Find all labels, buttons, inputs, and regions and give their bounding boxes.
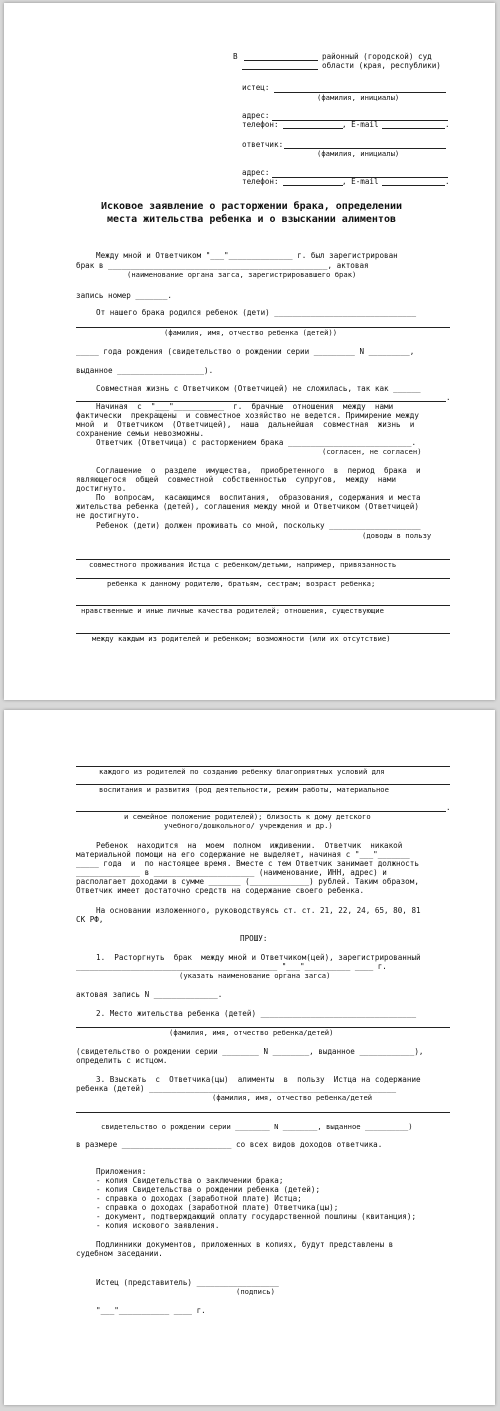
attachment-item: - копия искового заявления. [96,1221,220,1230]
paragraph-basis-2: СК РФ, [76,915,104,924]
defendant-label: ответчик: [242,140,284,149]
paragraph-dependency-6: Ответчик имеет достаточно средств на содержание своего ребенка. [76,886,365,895]
punct-dot: . [445,120,450,129]
request-item-2a: 2. Место жительства ребенка (детей) __________________________________ [96,1009,417,1018]
document-title-line-1: Исковое заявление о расторжении брака, определении [100,201,403,212]
paragraph-separation-2: фактически прекращены и совместное хозяйство не ведется. Примирение между [76,411,419,420]
paragraph-separation-4: сохранение семьи невозможны. [76,429,205,438]
request-heading: ПРОШУ: [240,934,268,943]
defendant-email-label: , E-mail [342,177,379,186]
attachment-item: - копия Свидетельства о рождении ребенка (детей); [96,1185,321,1194]
residence-hint-3: ребенка к данному родителю, братьям, сестрам; возраст ребенка; [107,579,376,588]
paragraph-cohabitation-1: Совместная жизнь с Ответчиком (Ответчицей) не сложилась, так как ______ [96,384,421,393]
document-title-line-2: места жительства ребенка и о взыскании алиментов [107,214,396,225]
plaintiff-name-hint: (фамилия, инициалы) [317,93,400,102]
paragraph-upbringing-1: По вопросам, касающимся воспитания, образования, содержания и места [96,493,421,502]
continuation-hint-2: воспитания и развития (род деятельности, режим работы, материальное [99,785,389,794]
paragraph-property-1: Соглашение о разделе имущества, приобретенного в период брака и [96,466,421,475]
request-item-1a: 1. Расторгнуть брак между мной и Ответчиком(цей), зарегистрированный [96,953,421,962]
request-item-2d: определить с истцом. [76,1056,168,1065]
residence-hint-2: совместного проживания Истца с ребенком/детьми, например, привязанность [89,560,397,569]
defendant-address-label: адрес: [242,168,270,177]
signature-line: Истец (представитель) __________________ [96,1278,279,1287]
request-item-2-hint: (фамилия, имя, отчество ребенка/детей) [169,1028,334,1037]
paragraph-upbringing-3: не достигнуто. [76,511,141,520]
paragraph-dependency-1: Ребенок находится на моем полном иждивении. Ответчик никакой [96,841,403,850]
paragraph-dependency-2: материальной помощи на его содержание не выделяет, начиная с "___"_______ [76,850,410,859]
request-item-1b: ____________________________________________ "___"__________ ____ г. [76,962,387,971]
request-item-1d: актовая запись N ______________. [76,990,223,999]
plaintiff-email-label: , E-mail [342,120,379,129]
request-item-3e: в размере ________________________ со всех видов доходов ответчика. [76,1140,383,1149]
plaintiff-address-label: адрес: [242,111,270,120]
paragraph-property-2: являющегося общей совместной собственностью супругов, между нами [76,475,397,484]
plaintiff-label: истец: [242,83,270,92]
paragraph-basis-1: На основании изложенного, руководствуясь ст. ст. 21, 22, 24, 65, 80, 81 [96,906,421,915]
registry-office-hint: (наименование органа загса, зарегистрировавшего брак) [127,270,357,279]
defendant-phone-line [283,185,343,186]
court-name-line [244,60,318,61]
paragraph-child-1: От нашего брака родился ребенок (дети) _______________________________ [96,308,417,317]
paragraph-dependency-4: ______________ в ______________________ (наименование, ИНН, адрес) и [76,868,387,877]
attachment-item: - документ, подтверждающий оплату государственной пошлины (квитанция); [96,1212,417,1221]
record-number-line: запись номер _______. [76,291,173,300]
request-item-2c: (свидетельство о рождении серии ________ N ________, выданное ____________), [76,1047,424,1056]
paragraph-marriage-2: брак в ________________________________________________, актовая [76,261,369,270]
paragraph-upbringing-2: жительства ребенка (детей), соглашения между мной и Ответчиком (Ответчицей) [76,502,419,511]
attachments-heading: Приложения: [96,1167,147,1176]
paragraph-residence-1: Ребенок (дети) должен проживать со мной, поскольку ____________________ [96,521,421,530]
paragraph-separation-3: мной и Ответчиком (Ответчицей), наша дальнейшая совместная жизнь и [76,420,415,429]
plaintiff-phone-label: телефон: [242,120,279,129]
paragraph-consent-1: Ответчик (Ответчица) с расторжением брака ___________________________. [96,438,417,447]
defendant-phone-label: телефон: [242,177,279,186]
defendant-name-hint: (фамилия, инициалы) [317,149,400,158]
request-item-3a: 3. Взыскать с Ответчика(цы) алименты в пользу Истца на содержание [96,1075,421,1084]
residence-hint-5: между каждым из родителей и ребенком; возможности (или их отсутствие) [92,634,391,643]
region-label: области (края, республики) [322,61,441,70]
cohabitation-dot: . [446,393,451,402]
consent-hint: (согласен, не согласен) [322,447,422,456]
originals-note-1: Подлинники документов, приложенных в копиях, будут представлены в [96,1240,394,1249]
request-item-3b: ребенка (детей) ______________________________________________________ [76,1084,397,1093]
request-item-3-line [76,1112,450,1113]
court-prefix: В [233,52,238,61]
request-item-3d: свидетельство о рождении серии ________ N ________, выданное __________) [101,1122,413,1131]
paragraph-child-2: _____ года рождения (свидетельство о рождении серии _________ N _________, [76,347,415,356]
request-item-3-hint: (фамилия, имя, отчество ребенка/детей [212,1093,373,1102]
punct-dot: . [446,803,451,812]
document-page-1 [4,3,495,700]
continuation-hint-4: учебного/дошкольного/ учреждения и др.) [164,821,333,830]
plaintiff-phone-line [283,128,343,129]
continuation-hint-1: каждого из родителей по созданию ребенку благоприятных условий для [99,767,385,776]
signature-date: "___"___________ ____ г. [96,1306,206,1315]
region-name-line [242,69,318,70]
child-name-hint: (фамилия, имя, отчество ребенка (детей)) [164,328,338,337]
attachment-item: - справка о доходах (заработной плате) Ответчика(цы); [96,1203,339,1212]
paragraph-dependency-5: располагает доходами в сумме _______ (_____________) рублей. Таким образом, [76,877,419,886]
paragraph-dependency-3: _____ года и по настоящее время. Вместе с тем Ответчик занимает должность [76,859,419,868]
paragraph-property-3: достигнуто. [76,484,127,493]
residence-hint-4: нравственные и иные личные качества родителей; отношения, существующие [81,606,384,615]
attachment-item: - справка о доходах (заработной плате) Истца; [96,1194,302,1203]
continuation-hint-3: и семейное положение родителей); близость к дому детского [124,812,371,821]
defendant-email-line [382,185,445,186]
request-item-1-hint: (указать наименование органа загса) [179,971,331,980]
paragraph-marriage-1: Между мной и Ответчиком "___"______________ г. был зарегистрирован [96,251,398,260]
residence-hint-1: (доводы в пользу [362,531,432,540]
originals-note-2: судебном заседании. [76,1249,163,1258]
paragraph-child-3: выданное ___________________). [76,366,214,375]
court-type-label: районный (городской) суд [322,52,432,61]
attachment-item: - копия Свидетельства о заключении брака; [96,1176,284,1185]
document-page-2 [4,710,495,1405]
signature-hint: (подпись) [236,1287,275,1296]
plaintiff-email-line [382,128,445,129]
paragraph-separation-1: Начиная с "___"___________ г. брачные отношения между нами [96,402,394,411]
punct-dot: . [445,177,450,186]
